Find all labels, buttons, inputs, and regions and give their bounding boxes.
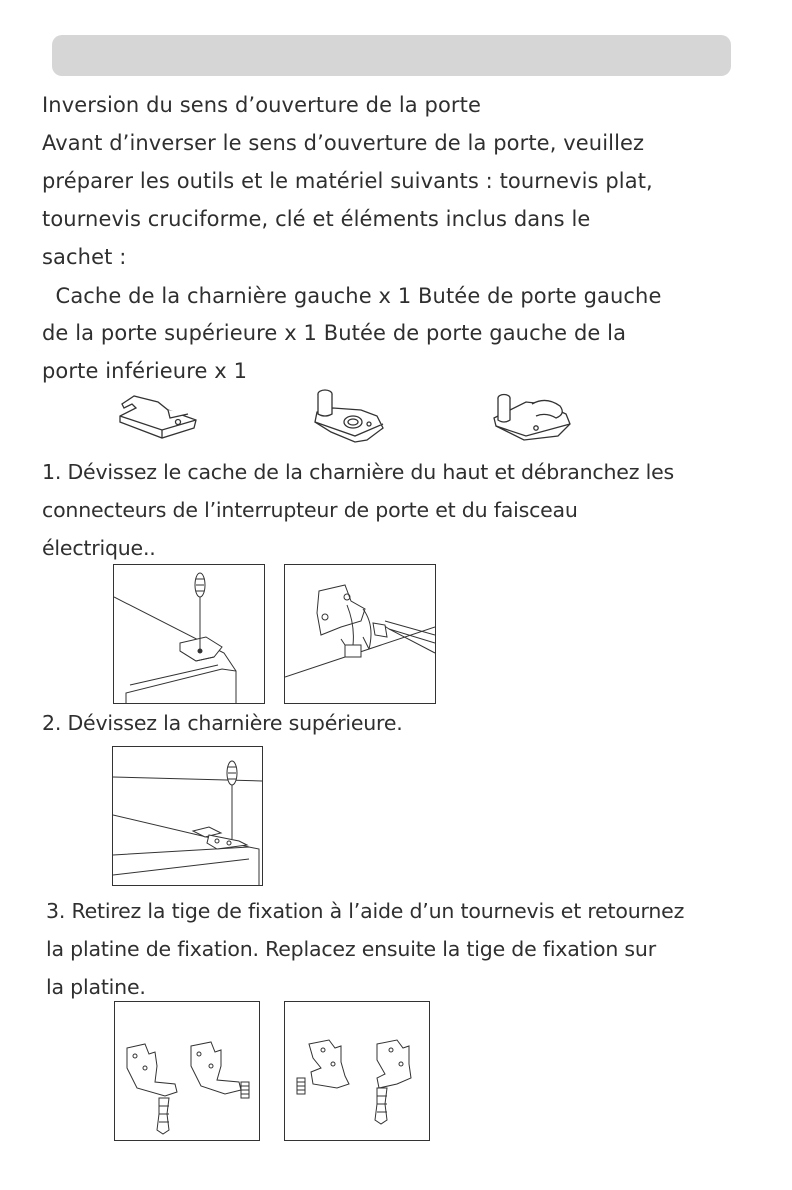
step-2-text-line: 2. Dévissez la charnière supérieure. (42, 711, 403, 735)
step-3-image-remove-pin (114, 1001, 260, 1141)
lower-door-stop-icon (486, 390, 576, 445)
step-3-text-line: la platine. (46, 975, 146, 999)
parts-text-line: porte inférieure x 1 (42, 359, 248, 383)
step-3-image-reinstall-pin (284, 1001, 430, 1141)
step-1-image-unscrew-cover (113, 564, 265, 704)
step-3-text-line: 3. Retirez la tige de fixation à l’aide d’un tournevis et retournez (46, 899, 685, 923)
step-2-image-unscrew-hinge (112, 746, 263, 886)
step-1-text-line: 1. Dévissez le cache de la charnière du haut et débranchez les (42, 460, 674, 484)
parts-text-line: Cache de la charnière gauche x 1 Butée de porte gauche (42, 284, 662, 308)
header-bar (52, 35, 731, 76)
step-3-text-line: la platine de fixation. Replacez ensuite la tige de fixation sur (46, 937, 656, 961)
step-1-image-disconnect-connectors (284, 564, 436, 704)
section-title: Inversion du sens d’ouverture de la porte (42, 93, 482, 117)
step-1-text-line: électrique.. (42, 536, 156, 560)
step-1-text-line: connecteurs de l’interrupteur de porte et du faisceau (42, 498, 578, 522)
upper-door-stop-icon (305, 384, 395, 444)
intro-text-line: préparer les outils et le matériel suivants : tournevis plat, (42, 169, 653, 193)
intro-text-line: tournevis cruciforme, clé et éléments inclus dans le (42, 207, 591, 231)
hinge-cover-icon (112, 392, 202, 442)
intro-text-line: sachet : (42, 245, 127, 269)
intro-text-line: Avant d’inverser le sens d’ouverture de la porte, veuillez (42, 131, 645, 155)
parts-text-line: de la porte supérieure x 1 Butée de porte gauche de la (42, 321, 627, 345)
